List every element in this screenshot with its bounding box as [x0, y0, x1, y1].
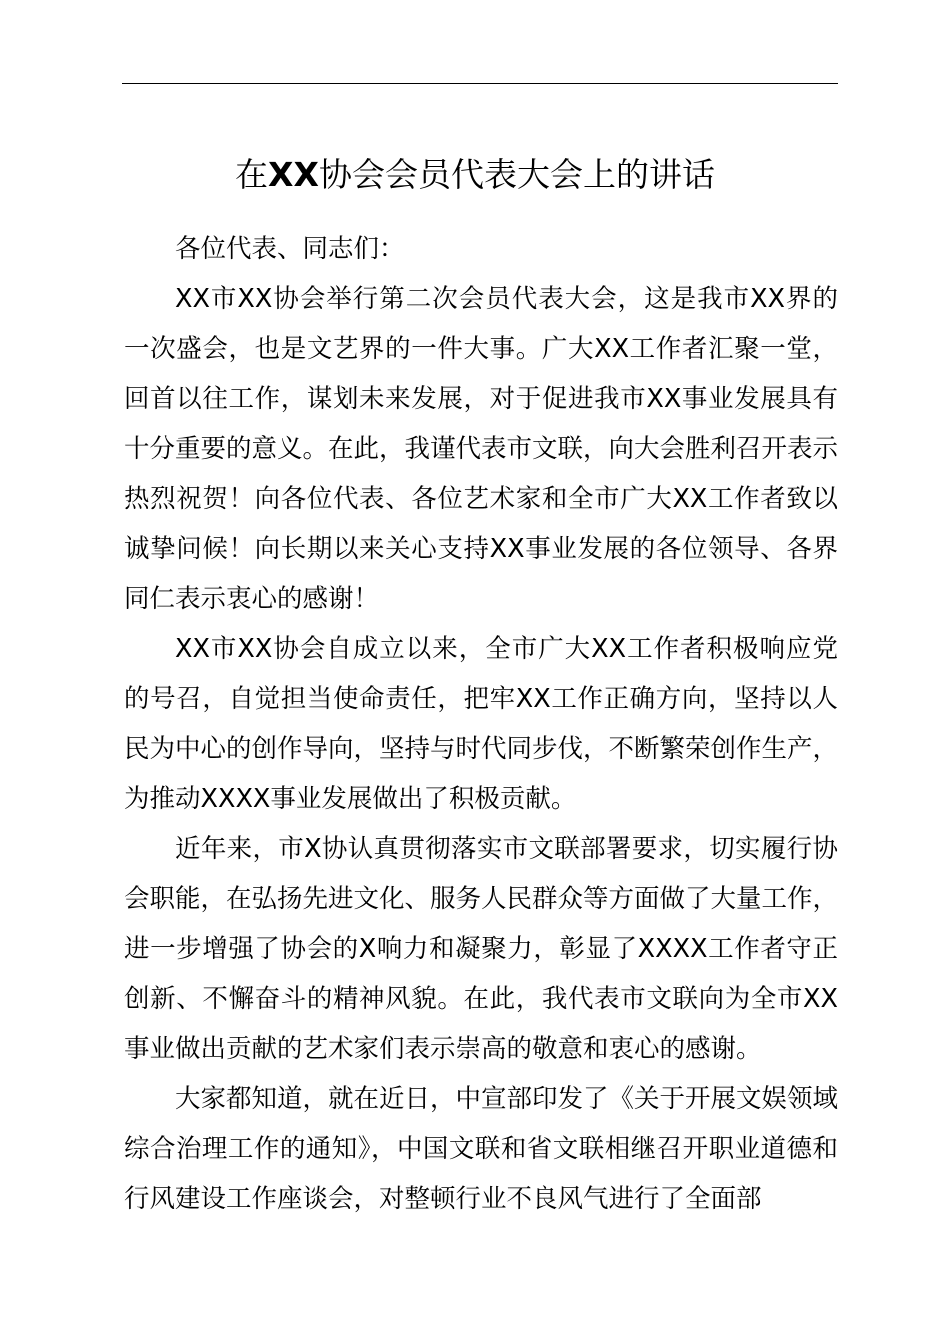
title-prefix: 在 [235, 155, 269, 194]
document-body [124, 224, 838, 1224]
salutation: 各位代表、同志们： [175, 234, 405, 264]
page-title [0, 150, 950, 200]
title-bold: XX [268, 155, 319, 194]
paragraph: XX市XX协会举行第二次会员代表大会，这是我市XX界的一次盛会，也是文艺界的一件大事。广大XX工作者汇聚一堂，回首以往工作，谋划未来发展，对于促进我市XX事业发展具有十分重要的意义。在此，我谨代表市文联，向大会胜利召开表示热烈祝贺！向各位代表、各位艺术家和全市广大XX工作者致以诚挚问候！向长期以来关心支持XX事业发展的各位领导、各界同仁表示衷心的感谢！ [124, 284, 839, 614]
paragraph: XX市XX协会自成立以来，全市广大XX工作者积极响应党的号召，自觉担当使命责任，把牢XX工作正确方向，坚持以人民为中心的创作导向，坚持与时代同步伐，不断繁荣创作生产，为推动XXXX事业发展做出了积极贡献。 [124, 634, 839, 814]
paragraph: 近年来，市X协认真贯彻落实市文联部署要求，切实履行协会职能，在弘扬先进文化、服务人民群众等方面做了大量工作，进一步增强了协会的X响力和凝聚力，彰显了XXXX工作者守正创新、不懈奋斗的精神风貌。在此，我代表市文联向为全市XX事业做出贡献的艺术家们表示崇高的敬意和衷心的感谢。 [124, 834, 839, 1064]
paragraph: 大家都知道，就在近日，中宣部印发了《关于开展文娱领域综合治理工作的通知》，中国文联和省文联相继召开职业道德和行风建设工作座谈会，对整顿行业不良风气进行了全面部 [124, 1084, 839, 1214]
title-suffix: 协会会员代表大会上的讲话 [318, 155, 715, 194]
header-rule [122, 83, 838, 84]
